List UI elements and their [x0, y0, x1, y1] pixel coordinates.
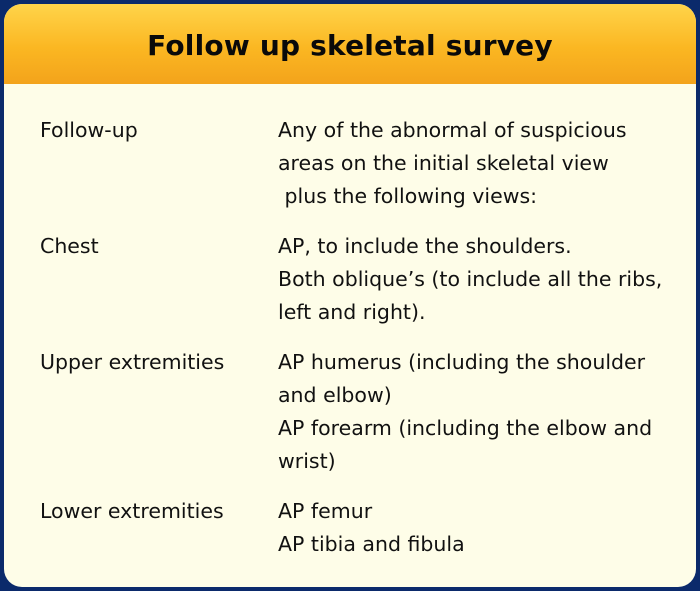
table-row-upper-extremities [4, 346, 696, 478]
row-description [278, 495, 696, 561]
description-line: AP humerus (including the shoulder [278, 350, 646, 374]
description-line: AP tibia and fibula [278, 532, 465, 556]
row-label: Follow-up [40, 118, 138, 142]
table-row-follow-up [4, 114, 696, 213]
description-line: areas on the initial skeletal view [278, 151, 609, 175]
description-line: AP forearm (including the elbow and [278, 416, 653, 440]
row-description [278, 346, 696, 478]
description-line: Any of the abnormal of suspicious [278, 118, 627, 142]
survey-table [4, 84, 696, 561]
description-line: AP, to include the shoulders. [278, 234, 572, 258]
table-row-chest [4, 230, 696, 329]
description-line: Both oblique’s (to include all the ribs, [278, 267, 663, 291]
slide-panel [4, 4, 696, 587]
row-description [278, 230, 696, 329]
row-label: Upper extremities [40, 350, 225, 374]
description-line: AP femur [278, 499, 373, 523]
title-banner [4, 4, 696, 84]
description-line: left and right). [278, 300, 426, 324]
row-label: Lower extremities [40, 499, 224, 523]
description-line: plus the following views: [278, 184, 538, 208]
row-label: Chest [40, 234, 99, 258]
description-line: wrist) [278, 449, 336, 473]
slide-title: Follow up skeletal survey [147, 28, 553, 62]
row-description [278, 114, 696, 213]
description-line: and elbow) [278, 383, 392, 407]
table-row-lower-extremities [4, 495, 696, 561]
